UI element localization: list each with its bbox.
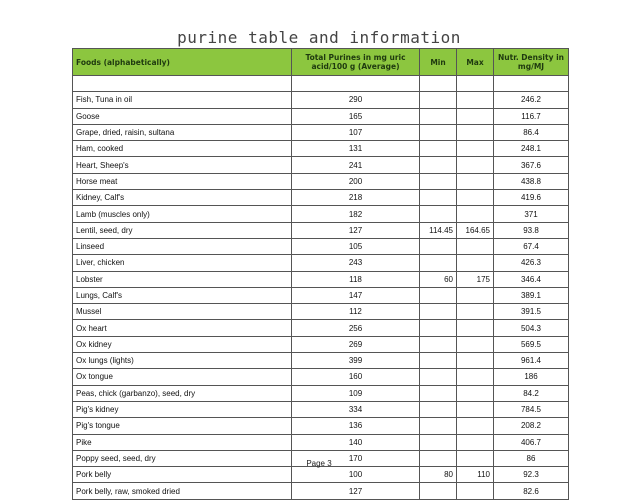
max-cell	[457, 287, 494, 303]
density-cell: 391.5	[494, 304, 569, 320]
max-cell	[457, 353, 494, 369]
table-row	[73, 385, 569, 401]
food-cell: Ox heart	[73, 320, 292, 336]
max-cell	[457, 76, 494, 92]
header-foods: Foods (alphabetically)	[73, 49, 292, 76]
max-cell	[457, 369, 494, 385]
food-cell: Pork belly, raw, smoked dried	[73, 483, 292, 499]
table-row	[73, 255, 569, 271]
table-row	[73, 238, 569, 254]
purines-cell: 127	[292, 483, 420, 499]
min-cell	[420, 304, 457, 320]
density-cell: 208.2	[494, 418, 569, 434]
table-row	[73, 287, 569, 303]
max-cell	[457, 124, 494, 140]
food-cell: Peas, chick (garbanzo), seed, dry	[73, 385, 292, 401]
max-cell	[457, 238, 494, 254]
min-cell	[420, 173, 457, 189]
header-total-purines: Total Purines in mg uric acid/100 g (Average)	[292, 49, 420, 76]
food-cell: Pike	[73, 434, 292, 450]
food-cell: Ox lungs (lights)	[73, 353, 292, 369]
min-cell	[420, 353, 457, 369]
food-cell: Liver, chicken	[73, 255, 292, 271]
table-row	[73, 418, 569, 434]
density-cell: 504.3	[494, 320, 569, 336]
density-cell: 92.3	[494, 467, 569, 483]
density-cell: 426.3	[494, 255, 569, 271]
max-cell	[457, 304, 494, 320]
purines-cell: 118	[292, 271, 420, 287]
max-cell	[457, 401, 494, 417]
food-cell	[73, 76, 292, 92]
table-body	[73, 76, 569, 500]
density-cell: 82.6	[494, 483, 569, 499]
max-cell	[457, 385, 494, 401]
purines-cell: 334	[292, 401, 420, 417]
food-cell: Lamb (muscles only)	[73, 206, 292, 222]
min-cell	[420, 92, 457, 108]
food-cell: Linseed	[73, 238, 292, 254]
max-cell	[457, 336, 494, 352]
density-cell: 186	[494, 369, 569, 385]
purines-cell: 165	[292, 108, 420, 124]
food-cell: Heart, Sheep's	[73, 157, 292, 173]
purines-cell: 399	[292, 353, 420, 369]
food-cell: Ham, cooked	[73, 141, 292, 157]
table-row	[73, 304, 569, 320]
density-cell: 248.1	[494, 141, 569, 157]
table-row	[73, 222, 569, 238]
min-cell: 60	[420, 271, 457, 287]
density-cell: 961.4	[494, 353, 569, 369]
max-cell	[457, 434, 494, 450]
food-cell: Fish, Tuna in oil	[73, 92, 292, 108]
purines-cell: 170	[292, 450, 420, 466]
food-cell: Lentil, seed, dry	[73, 222, 292, 238]
header-nutr-density: Nutr. Density in mg/MJ	[494, 49, 569, 76]
min-cell	[420, 190, 457, 206]
density-cell: 86	[494, 450, 569, 466]
min-cell	[420, 157, 457, 173]
max-cell	[457, 190, 494, 206]
page-number: Page 3	[306, 459, 332, 468]
table-row	[73, 157, 569, 173]
max-cell	[457, 141, 494, 157]
min-cell	[420, 385, 457, 401]
min-cell	[420, 287, 457, 303]
food-cell: Mussel	[73, 304, 292, 320]
table-row	[73, 190, 569, 206]
density-cell: 346.4	[494, 271, 569, 287]
purines-cell: 182	[292, 206, 420, 222]
min-cell	[420, 206, 457, 222]
food-cell: Pork belly	[73, 467, 292, 483]
density-cell: 784.5	[494, 401, 569, 417]
min-cell	[420, 401, 457, 417]
max-cell	[457, 483, 494, 499]
table-row	[73, 76, 569, 92]
max-cell: 110	[457, 467, 494, 483]
min-cell: 80	[420, 467, 457, 483]
density-cell: 246.2	[494, 92, 569, 108]
density-cell: 389.1	[494, 287, 569, 303]
food-cell: Pig's tongue	[73, 418, 292, 434]
food-cell: Lobster	[73, 271, 292, 287]
density-cell: 371	[494, 206, 569, 222]
max-cell	[457, 173, 494, 189]
table-row	[73, 467, 569, 483]
density-cell: 419.6	[494, 190, 569, 206]
density-cell: 116.7	[494, 108, 569, 124]
min-cell	[420, 434, 457, 450]
max-cell	[457, 255, 494, 271]
table-row	[73, 434, 569, 450]
purines-cell: 269	[292, 336, 420, 352]
min-cell	[420, 255, 457, 271]
purine-table	[72, 48, 569, 500]
min-cell	[420, 108, 457, 124]
max-cell	[457, 157, 494, 173]
density-cell: 67.4	[494, 238, 569, 254]
header-max: Max	[457, 49, 494, 76]
table-row	[73, 206, 569, 222]
min-cell: 114.45	[420, 222, 457, 238]
purines-cell: 290	[292, 92, 420, 108]
purines-cell: 109	[292, 385, 420, 401]
food-cell: Horse meat	[73, 173, 292, 189]
density-cell: 438.8	[494, 173, 569, 189]
table-row	[73, 369, 569, 385]
page-title: purine table and information	[177, 28, 461, 47]
density-cell: 406.7	[494, 434, 569, 450]
table-row	[73, 353, 569, 369]
food-cell: Ox tongue	[73, 369, 292, 385]
density-cell: 367.6	[494, 157, 569, 173]
max-cell: 175	[457, 271, 494, 287]
purines-cell: 147	[292, 287, 420, 303]
table-row	[73, 483, 569, 499]
table-row	[73, 124, 569, 140]
food-cell: Kidney, Calf's	[73, 190, 292, 206]
purines-cell: 100	[292, 467, 420, 483]
purines-cell: 112	[292, 304, 420, 320]
purines-cell: 105	[292, 238, 420, 254]
min-cell	[420, 141, 457, 157]
food-cell: Grape, dried, raisin, sultana	[73, 124, 292, 140]
table-row	[73, 320, 569, 336]
max-cell	[457, 320, 494, 336]
max-cell: 164.65	[457, 222, 494, 238]
table-row	[73, 401, 569, 417]
purines-cell: 256	[292, 320, 420, 336]
table-row	[73, 108, 569, 124]
density-cell: 93.8	[494, 222, 569, 238]
min-cell	[420, 483, 457, 499]
table-row	[73, 271, 569, 287]
purines-cell: 136	[292, 418, 420, 434]
header-min: Min	[420, 49, 457, 76]
table-row	[73, 173, 569, 189]
min-cell	[420, 238, 457, 254]
table-row	[73, 141, 569, 157]
purines-cell: 131	[292, 141, 420, 157]
min-cell	[420, 336, 457, 352]
table-row	[73, 92, 569, 108]
density-cell: 569.5	[494, 336, 569, 352]
purines-cell: 218	[292, 190, 420, 206]
max-cell	[457, 108, 494, 124]
table-row	[73, 336, 569, 352]
purines-cell	[292, 76, 420, 92]
density-cell: 86.4	[494, 124, 569, 140]
table-header-row	[73, 49, 569, 76]
purines-cell: 200	[292, 173, 420, 189]
max-cell	[457, 206, 494, 222]
purines-cell: 160	[292, 369, 420, 385]
min-cell	[420, 320, 457, 336]
density-cell	[494, 76, 569, 92]
purines-cell: 107	[292, 124, 420, 140]
purines-cell: 140	[292, 434, 420, 450]
min-cell	[420, 124, 457, 140]
max-cell	[457, 418, 494, 434]
min-cell	[420, 369, 457, 385]
food-cell: Pig's kidney	[73, 401, 292, 417]
purines-cell: 243	[292, 255, 420, 271]
food-cell: Ox kidney	[73, 336, 292, 352]
min-cell	[420, 418, 457, 434]
food-cell: Goose	[73, 108, 292, 124]
purines-cell: 127	[292, 222, 420, 238]
food-cell: Poppy seed, seed, dry	[73, 450, 292, 466]
purines-cell: 241	[292, 157, 420, 173]
density-cell: 84.2	[494, 385, 569, 401]
food-cell: Lungs, Calf's	[73, 287, 292, 303]
max-cell	[457, 92, 494, 108]
min-cell	[420, 76, 457, 92]
